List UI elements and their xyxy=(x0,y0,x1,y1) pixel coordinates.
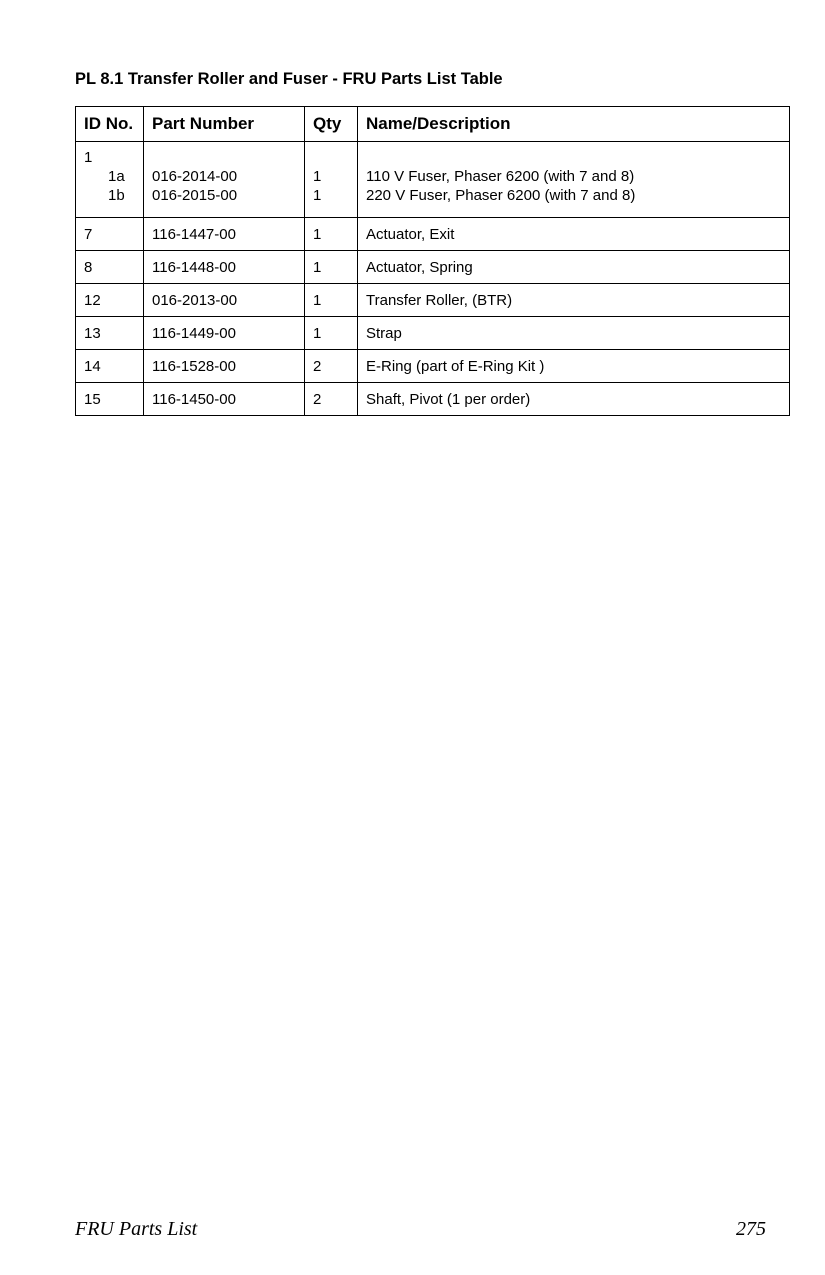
description: 220 V Fuser, Phaser 6200 (with 7 and 8) xyxy=(366,187,636,204)
description: 110 V Fuser, Phaser 6200 (with 7 and 8) xyxy=(366,168,635,185)
cell-description xyxy=(358,142,790,218)
qty: 1 xyxy=(313,168,322,185)
header-qty: Qty xyxy=(305,107,358,142)
table-row-group-1 xyxy=(76,142,790,218)
sub-id: 1b xyxy=(108,187,125,204)
cell-description: Actuator, Spring xyxy=(358,251,790,284)
table-row xyxy=(76,383,790,416)
table-row xyxy=(76,350,790,383)
table-row xyxy=(76,317,790,350)
cell-description: Strap xyxy=(358,317,790,350)
cell-qty: 2 xyxy=(305,383,358,416)
cell-part-number: 116-1449-00 xyxy=(144,317,305,350)
page-title: PL 8.1 Transfer Roller and Fuser - FRU Parts List Table xyxy=(75,70,503,88)
cell-id: 7 xyxy=(76,218,144,251)
cell-part-number: 116-1447-00 xyxy=(144,218,305,251)
cell-id: 8 xyxy=(76,251,144,284)
cell-part-number: 016-2013-00 xyxy=(144,284,305,317)
cell-id: 13 xyxy=(76,317,144,350)
cell-qty: 1 xyxy=(305,251,358,284)
cell-id: 15 xyxy=(76,383,144,416)
table-header-row xyxy=(76,107,790,142)
header-id: ID No. xyxy=(76,107,144,142)
cell-qty: 2 xyxy=(305,350,358,383)
cell-qty: 1 xyxy=(305,284,358,317)
table-row xyxy=(76,218,790,251)
parts-table xyxy=(75,106,790,416)
table-row xyxy=(76,284,790,317)
cell-description: Transfer Roller, (BTR) xyxy=(358,284,790,317)
cell-qty xyxy=(305,142,358,218)
cell-description: E-Ring (part of E-Ring Kit ) xyxy=(358,350,790,383)
cell-id: 12 xyxy=(76,284,144,317)
qty: 1 xyxy=(313,187,322,204)
cell-id xyxy=(76,142,144,218)
page-number: 275 xyxy=(736,1218,766,1240)
cell-part-number: 116-1448-00 xyxy=(144,251,305,284)
part-number: 016-2015-00 xyxy=(152,187,238,204)
cell-qty: 1 xyxy=(305,218,358,251)
header-description: Name/Description xyxy=(358,107,790,142)
cell-description: Shaft, Pivot (1 per order) xyxy=(358,383,790,416)
cell-id: 14 xyxy=(76,350,144,383)
part-number: 016-2014-00 xyxy=(152,168,238,185)
footer-section-title: FRU Parts List xyxy=(75,1218,198,1240)
cell-part-number: 116-1450-00 xyxy=(144,383,305,416)
cell-part-number: 116-1528-00 xyxy=(144,350,305,383)
group-id: 1 xyxy=(84,149,93,166)
cell-qty: 1 xyxy=(305,317,358,350)
header-part-number: Part Number xyxy=(144,107,305,142)
table-row xyxy=(76,251,790,284)
cell-part-number xyxy=(144,142,305,218)
cell-description: Actuator, Exit xyxy=(358,218,790,251)
sub-id: 1a xyxy=(108,168,125,185)
